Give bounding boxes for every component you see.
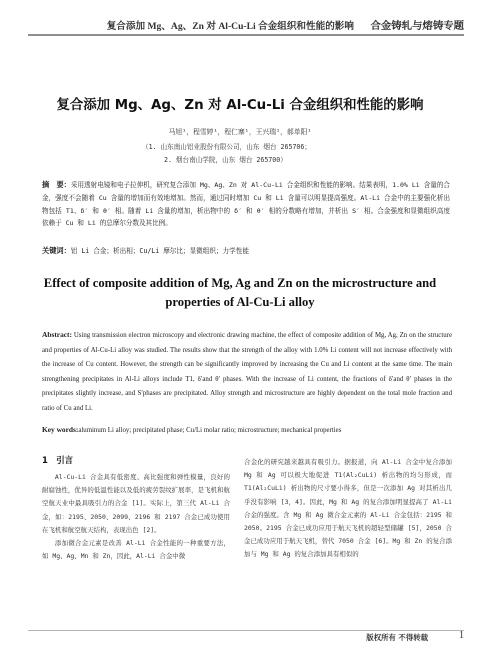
footer-divider	[28, 630, 464, 631]
section-heading-introduction: 1 引言	[42, 455, 73, 465]
chinese-keywords	[42, 245, 450, 256]
page-number: 1	[459, 630, 464, 641]
paper-title: 复合添加 Mg、Ag、Zn 对 Al-Cu-Li 合金组织和性能的影响	[56, 98, 424, 113]
english-keywords-text: aluminum Li alloy; precipitated phase; Cu/Li molar ratio; microstructure; mechanical properties	[78, 427, 342, 434]
chinese-abstract-text: 采用透射电镜和电子拉伸机，研究复合添加 Mg、Ag、Zn 对 Al-Cu-Li 合金组织和性能的影响。结果表明，1.0% Li 含量的合金，强度不会随着 Cu 含量的增加而有效地增加。然而，通过同时增加 Cu 和 Li 含量可以明显提高强度。Al-Li 合金中的主要强化析出物包括 T1、δ′ 和 θ′ 相。随着 Li 含量的增加，析出物中的 δ′ 和 θ′ 相的分数略有增加，并析出 S′ 相。合金强度和显微组织高度依赖于 Cu 和 Li 的总摩尔分数及其比例。	[42, 181, 450, 228]
chinese-keywords-label: 关键词：	[42, 246, 71, 255]
body-column-left	[42, 471, 230, 563]
chinese-keywords-text: 铝 Li 合金；析出相；Cu/Li 摩尔比；显微组织；力学性能	[70, 247, 249, 255]
body-paragraph: 合金化的研究越来越具有吸引力。据报道，向 Al-Li 合金中复合添加 Mg 和 Ag 可以极大地促进 T1(Al₂CuLi) 析出物的均匀形成，而 T1(Al₂CuLi) 析出物的尺寸要小得多，但是一次添加 Ag 对其析出几乎没有影响 [3，4]。因此，Mg 和 Ag 的复合添加明显提高了 Al-Li 合金的强度。含 Mg 和 Ag 微合金元素的 Al-Li 合金包括：2195 和 2050。2195 合金已成功应用于航天飞机的超轻型储罐 [5]，2050 合金已成功应用于航天飞机，替代 7050 合金 [6]。Mg 和 Zn 的复合添加与 Mg 和 Ag 的复合添加具有相似的	[244, 458, 452, 559]
english-abstract-text: Using transmission electron microscopy and electronic drawing machine, the effect of composite addition of Mg, Ag, Zn on the structure and properties of Al-Cu-Li alloy was studied. The results show that the strength of the alloy with 1.0% Li content will not increase effectively with the increase of Cu content. However, the strength can be significantly improved by increasing the Cu and Li content at the same time. The main strengthening precipitates in Al-Li alloys include T1, δ′and θ′ phases. With the increase of Li content, the fractions of δ′and θ′ phases in the precipitates slightly increase, and S′phases are precipitated. Alloy strength and microstructure are highly dependent on the total mole fraction and ratio of Cu and Li.	[42, 332, 452, 412]
affiliation-1: （1. 山东南山铝业股份有限公司，山东 烟台 265706；	[142, 143, 311, 151]
chinese-abstract-label: 摘 要：	[42, 180, 71, 189]
running-header	[28, 4, 464, 36]
english-title: Effect of composite addition of Mg, Ag and Zn on the microstructure and properties of Al-Cu-Li alloy	[43, 276, 437, 309]
english-keywords-label: Key words:	[42, 425, 79, 434]
english-keywords	[42, 425, 452, 434]
header-article-title: 复合添加 Mg、Ag、Zn 对 Al-Cu-Li 合金组织和性能的影响	[106, 21, 354, 32]
body-paragraph: 添加微合金元素是改善 Al-Li 合金性能的一种重要方法，如 Mg、Ag、Mn 和 Zn，因此，Al-Li 合金中微	[42, 539, 230, 561]
body-paragraph: Al-Cu-Li 合金具有低密度、高比强度和弹性模量，良好的耐腐蚀性，优异的低温性能以及低的疲劳裂纹扩展率，是飞机和航空航天业中最具吸引力的合金 [1]。实际上，第三代 Al-Li 合金，如：2195、2050、2099、2196 和 2197 合金已成功使用在飞机和航空航天结构，表现出色 [2]。	[42, 473, 230, 534]
body-column-right	[244, 456, 452, 562]
affiliations	[142, 141, 311, 167]
copyright-notice: 版权所有 不得转载	[366, 633, 428, 642]
header-column-name: 合金铸轧与熔铸专题	[370, 21, 464, 32]
author-list: 马旭¹，程雪婷¹，程仁寨¹，王兴瑞¹，郝单阳¹	[168, 128, 312, 136]
english-abstract	[42, 328, 452, 416]
affiliation-2: 2. 烟台南山学院，山东 烟台 265700）	[164, 156, 287, 164]
english-abstract-label: Abstract:	[42, 330, 72, 339]
chinese-abstract	[42, 179, 450, 230]
